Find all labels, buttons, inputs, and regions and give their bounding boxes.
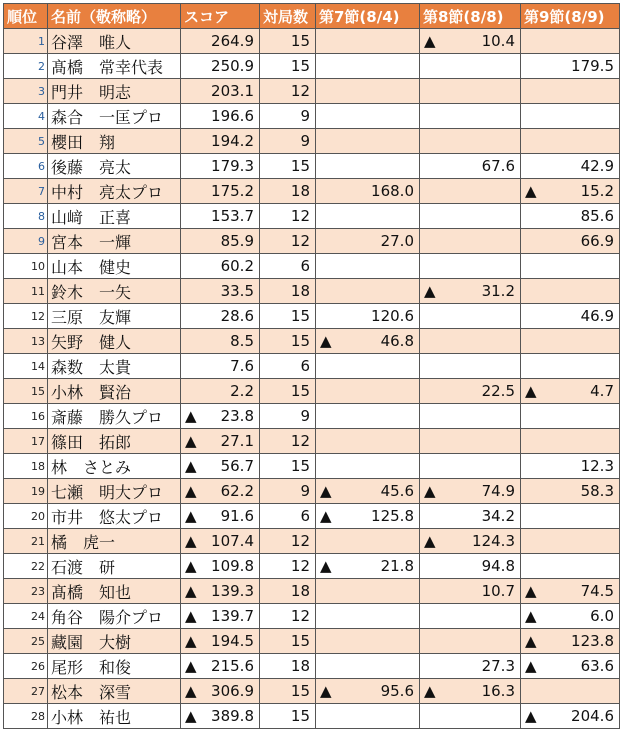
table-row	[4, 79, 620, 104]
header-session-7: 第7節(8/4)	[316, 4, 420, 29]
cell-session-9	[521, 79, 620, 104]
table-row	[4, 179, 620, 204]
cell-rank: 9	[4, 229, 48, 254]
cell-session-7: 27.0	[316, 229, 420, 254]
cell-session-8: 27.3	[420, 654, 521, 679]
cell-rank: 22	[4, 554, 48, 579]
table-row	[4, 229, 620, 254]
cell-session-9	[521, 279, 620, 304]
negative-marker-icon: ▲	[525, 632, 537, 650]
cell-session-9: ▲ 63.6	[521, 654, 620, 679]
cell-score: 60.2	[181, 254, 260, 279]
table-row	[4, 404, 620, 429]
cell-games: 15	[260, 304, 316, 329]
cell-name: 髙橋 知也	[48, 579, 181, 604]
cell-name: 宮本 一輝	[48, 229, 181, 254]
cell-name: 後藤 亮太	[48, 154, 181, 179]
cell-session-7	[316, 454, 420, 479]
cell-score: 2.2	[181, 379, 260, 404]
cell-name: 矢野 健人	[48, 329, 181, 354]
table-row	[4, 254, 620, 279]
cell-session-8	[420, 454, 521, 479]
cell-session-8	[420, 79, 521, 104]
cell-score: 250.9	[181, 54, 260, 79]
table-row	[4, 529, 620, 554]
cell-name: 林 さとみ	[48, 454, 181, 479]
cell-games: 18	[260, 654, 316, 679]
cell-games: 12	[260, 229, 316, 254]
cell-rank: 20	[4, 504, 48, 529]
negative-marker-icon: ▲	[424, 282, 436, 300]
cell-session-7	[316, 429, 420, 454]
header-session-8: 第8節(8/8)	[420, 4, 521, 29]
cell-session-8: 10.7	[420, 579, 521, 604]
negative-marker-icon: ▲	[320, 507, 332, 525]
table-row	[4, 654, 620, 679]
cell-session-9	[521, 104, 620, 129]
table-row	[4, 204, 620, 229]
cell-games: 15	[260, 29, 316, 54]
cell-name: 小林 賢治	[48, 379, 181, 404]
cell-session-9	[521, 254, 620, 279]
cell-session-9	[521, 529, 620, 554]
cell-session-7: ▲ 95.6	[316, 679, 420, 704]
cell-rank: 25	[4, 629, 48, 654]
cell-score: ▲ 27.1	[181, 429, 260, 454]
negative-marker-icon: ▲	[525, 382, 537, 400]
table-row	[4, 579, 620, 604]
cell-games: 6	[260, 504, 316, 529]
cell-session-7	[316, 254, 420, 279]
negative-marker-icon: ▲	[525, 657, 537, 675]
cell-games: 12	[260, 204, 316, 229]
header-session-9: 第9節(8/9)	[521, 4, 620, 29]
cell-score: 28.6	[181, 304, 260, 329]
header-score: スコア	[181, 4, 260, 29]
cell-name: 松本 深雪	[48, 679, 181, 704]
cell-session-8	[420, 254, 521, 279]
table-row	[4, 379, 620, 404]
table-row	[4, 554, 620, 579]
cell-name: 石渡 研	[48, 554, 181, 579]
negative-marker-icon: ▲	[424, 32, 436, 50]
cell-session-8: 22.5	[420, 379, 521, 404]
cell-session-9: 66.9	[521, 229, 620, 254]
negative-marker-icon: ▲	[185, 582, 197, 600]
table-row	[4, 479, 620, 504]
cell-score: ▲ 91.6	[181, 504, 260, 529]
cell-session-8: 94.8	[420, 554, 521, 579]
cell-session-7	[316, 204, 420, 229]
cell-score: ▲ 62.2	[181, 479, 260, 504]
cell-rank: 7	[4, 179, 48, 204]
cell-score: 203.1	[181, 79, 260, 104]
cell-games: 15	[260, 379, 316, 404]
cell-session-9	[521, 679, 620, 704]
cell-name: 小林 祐也	[48, 704, 181, 729]
cell-games: 6	[260, 254, 316, 279]
cell-session-7: ▲ 46.8	[316, 329, 420, 354]
table-row	[4, 679, 620, 704]
table-row	[4, 129, 620, 154]
cell-session-7	[316, 404, 420, 429]
negative-marker-icon: ▲	[185, 632, 197, 650]
cell-name: 谷澤 唯人	[48, 29, 181, 54]
negative-marker-icon: ▲	[320, 557, 332, 575]
cell-games: 15	[260, 454, 316, 479]
cell-games: 12	[260, 79, 316, 104]
cell-name: 鈴木 一矢	[48, 279, 181, 304]
cell-session-9: 46.9	[521, 304, 620, 329]
negative-marker-icon: ▲	[320, 682, 332, 700]
header-rank: 順位	[4, 4, 48, 29]
cell-rank: 11	[4, 279, 48, 304]
cell-session-8: ▲ 10.4	[420, 29, 521, 54]
negative-marker-icon: ▲	[525, 707, 537, 725]
table-body	[4, 29, 620, 729]
cell-name: 角谷 陽介プロ	[48, 604, 181, 629]
cell-session-9: 12.3	[521, 454, 620, 479]
cell-rank: 16	[4, 404, 48, 429]
cell-name: 森合 一匡プロ	[48, 104, 181, 129]
cell-rank: 1	[4, 29, 48, 54]
cell-session-7: 168.0	[316, 179, 420, 204]
negative-marker-icon: ▲	[424, 482, 436, 500]
cell-score: ▲ 389.8	[181, 704, 260, 729]
cell-session-9: ▲ 15.2	[521, 179, 620, 204]
cell-name: 尾形 和俊	[48, 654, 181, 679]
cell-session-7	[316, 29, 420, 54]
negative-marker-icon: ▲	[185, 432, 197, 450]
cell-rank: 13	[4, 329, 48, 354]
cell-rank: 5	[4, 129, 48, 154]
table-row	[4, 604, 620, 629]
cell-score: 7.6	[181, 354, 260, 379]
negative-marker-icon: ▲	[424, 682, 436, 700]
table-row	[4, 429, 620, 454]
header-name: 名前（敬称略）	[48, 4, 181, 29]
cell-session-9	[521, 29, 620, 54]
cell-session-9	[521, 504, 620, 529]
cell-session-9: ▲ 204.6	[521, 704, 620, 729]
negative-marker-icon: ▲	[185, 507, 197, 525]
negative-marker-icon: ▲	[525, 607, 537, 625]
cell-score: 85.9	[181, 229, 260, 254]
cell-score: 8.5	[181, 329, 260, 354]
cell-session-7	[316, 354, 420, 379]
cell-session-8	[420, 304, 521, 329]
cell-name: 藏園 大樹	[48, 629, 181, 654]
cell-name: 三原 友輝	[48, 304, 181, 329]
cell-score: 33.5	[181, 279, 260, 304]
ranking-table	[3, 3, 620, 729]
negative-marker-icon: ▲	[185, 682, 197, 700]
cell-rank: 10	[4, 254, 48, 279]
cell-rank: 8	[4, 204, 48, 229]
cell-score: 196.6	[181, 104, 260, 129]
cell-session-8	[420, 704, 521, 729]
cell-session-7	[316, 654, 420, 679]
cell-session-8	[420, 629, 521, 654]
cell-games: 12	[260, 604, 316, 629]
cell-session-7	[316, 629, 420, 654]
table-header-row	[4, 4, 620, 29]
cell-score: ▲ 109.8	[181, 554, 260, 579]
cell-session-7: ▲ 21.8	[316, 554, 420, 579]
cell-rank: 12	[4, 304, 48, 329]
cell-session-9	[521, 554, 620, 579]
cell-score: 175.2	[181, 179, 260, 204]
cell-games: 9	[260, 479, 316, 504]
cell-session-7	[316, 704, 420, 729]
cell-games: 12	[260, 429, 316, 454]
cell-games: 15	[260, 679, 316, 704]
cell-session-7	[316, 54, 420, 79]
cell-session-9	[521, 429, 620, 454]
cell-name: 山﨑 正喜	[48, 204, 181, 229]
cell-games: 15	[260, 704, 316, 729]
cell-score: 153.7	[181, 204, 260, 229]
cell-rank: 6	[4, 154, 48, 179]
cell-session-9: ▲ 4.7	[521, 379, 620, 404]
table-row	[4, 29, 620, 54]
negative-marker-icon: ▲	[185, 707, 197, 725]
cell-name: 篠田 拓郎	[48, 429, 181, 454]
cell-games: 9	[260, 104, 316, 129]
cell-session-7	[316, 79, 420, 104]
cell-name: 森数 太貴	[48, 354, 181, 379]
table-row	[4, 704, 620, 729]
header-games: 対局数	[260, 4, 316, 29]
cell-score: ▲ 215.6	[181, 654, 260, 679]
cell-session-8	[420, 329, 521, 354]
cell-score: ▲ 23.8	[181, 404, 260, 429]
cell-session-8: 34.2	[420, 504, 521, 529]
cell-session-9: ▲ 74.5	[521, 579, 620, 604]
cell-session-7	[316, 529, 420, 554]
cell-session-8	[420, 54, 521, 79]
cell-session-7	[316, 604, 420, 629]
table-row	[4, 504, 620, 529]
cell-session-7	[316, 104, 420, 129]
cell-session-8: ▲ 16.3	[420, 679, 521, 704]
cell-score: ▲ 306.9	[181, 679, 260, 704]
negative-marker-icon: ▲	[185, 557, 197, 575]
cell-name: 市井 悠太プロ	[48, 504, 181, 529]
cell-rank: 24	[4, 604, 48, 629]
cell-rank: 23	[4, 579, 48, 604]
table-row	[4, 154, 620, 179]
cell-games: 9	[260, 129, 316, 154]
cell-session-7: 120.6	[316, 304, 420, 329]
cell-games: 15	[260, 54, 316, 79]
cell-games: 6	[260, 354, 316, 379]
cell-session-7	[316, 379, 420, 404]
cell-games: 18	[260, 279, 316, 304]
cell-session-8: ▲ 124.3	[420, 529, 521, 554]
cell-rank: 3	[4, 79, 48, 104]
cell-score: 194.2	[181, 129, 260, 154]
cell-games: 18	[260, 179, 316, 204]
negative-marker-icon: ▲	[185, 457, 197, 475]
cell-session-9: 85.6	[521, 204, 620, 229]
cell-rank: 26	[4, 654, 48, 679]
negative-marker-icon: ▲	[185, 532, 197, 550]
cell-rank: 14	[4, 354, 48, 379]
cell-games: 9	[260, 404, 316, 429]
cell-session-8	[420, 229, 521, 254]
cell-rank: 18	[4, 454, 48, 479]
cell-games: 18	[260, 579, 316, 604]
cell-name: 斎藤 勝久プロ	[48, 404, 181, 429]
cell-session-8: 67.6	[420, 154, 521, 179]
cell-rank: 19	[4, 479, 48, 504]
negative-marker-icon: ▲	[185, 482, 197, 500]
cell-session-8: ▲ 31.2	[420, 279, 521, 304]
cell-session-9: 42.9	[521, 154, 620, 179]
negative-marker-icon: ▲	[525, 182, 537, 200]
cell-score: ▲ 107.4	[181, 529, 260, 554]
cell-rank: 15	[4, 379, 48, 404]
cell-session-8	[420, 354, 521, 379]
cell-session-7	[316, 154, 420, 179]
cell-session-8	[420, 204, 521, 229]
negative-marker-icon: ▲	[424, 532, 436, 550]
cell-session-7: ▲ 125.8	[316, 504, 420, 529]
cell-session-9	[521, 354, 620, 379]
cell-session-9: 179.5	[521, 54, 620, 79]
cell-score: 179.3	[181, 154, 260, 179]
cell-session-8	[420, 129, 521, 154]
cell-rank: 21	[4, 529, 48, 554]
cell-session-8	[420, 104, 521, 129]
cell-games: 12	[260, 554, 316, 579]
cell-session-8: ▲ 74.9	[420, 479, 521, 504]
cell-name: 門井 明志	[48, 79, 181, 104]
table-row	[4, 304, 620, 329]
cell-games: 15	[260, 629, 316, 654]
cell-score: ▲ 139.7	[181, 604, 260, 629]
cell-rank: 2	[4, 54, 48, 79]
cell-rank: 4	[4, 104, 48, 129]
cell-session-9: 58.3	[521, 479, 620, 504]
ranking-table-container	[3, 3, 619, 729]
cell-rank: 27	[4, 679, 48, 704]
cell-games: 15	[260, 154, 316, 179]
cell-session-8	[420, 179, 521, 204]
cell-games: 12	[260, 529, 316, 554]
cell-session-8	[420, 429, 521, 454]
cell-name: 七瀬 明大プロ	[48, 479, 181, 504]
cell-rank: 17	[4, 429, 48, 454]
cell-session-9	[521, 329, 620, 354]
cell-session-7: ▲ 45.6	[316, 479, 420, 504]
cell-session-9: ▲ 6.0	[521, 604, 620, 629]
cell-session-7	[316, 579, 420, 604]
table-row	[4, 629, 620, 654]
cell-score: ▲ 139.3	[181, 579, 260, 604]
cell-name: 山本 健史	[48, 254, 181, 279]
cell-session-8	[420, 604, 521, 629]
cell-name: 髙橋 常幸代表	[48, 54, 181, 79]
negative-marker-icon: ▲	[525, 582, 537, 600]
table-row	[4, 104, 620, 129]
cell-name: 櫻田 翔	[48, 129, 181, 154]
negative-marker-icon: ▲	[185, 607, 197, 625]
table-row	[4, 354, 620, 379]
cell-score: ▲ 194.5	[181, 629, 260, 654]
negative-marker-icon: ▲	[320, 482, 332, 500]
cell-score: 264.9	[181, 29, 260, 54]
negative-marker-icon: ▲	[320, 332, 332, 350]
table-row	[4, 454, 620, 479]
table-row	[4, 279, 620, 304]
cell-session-9	[521, 404, 620, 429]
negative-marker-icon: ▲	[185, 407, 197, 425]
cell-rank: 28	[4, 704, 48, 729]
cell-session-7	[316, 129, 420, 154]
cell-session-8	[420, 404, 521, 429]
cell-score: ▲ 56.7	[181, 454, 260, 479]
cell-session-9	[521, 129, 620, 154]
cell-session-9: ▲ 123.8	[521, 629, 620, 654]
table-row	[4, 54, 620, 79]
negative-marker-icon: ▲	[185, 657, 197, 675]
cell-games: 15	[260, 329, 316, 354]
cell-session-7	[316, 279, 420, 304]
table-row	[4, 329, 620, 354]
cell-name: 橘 虎一	[48, 529, 181, 554]
cell-name: 中村 亮太プロ	[48, 179, 181, 204]
